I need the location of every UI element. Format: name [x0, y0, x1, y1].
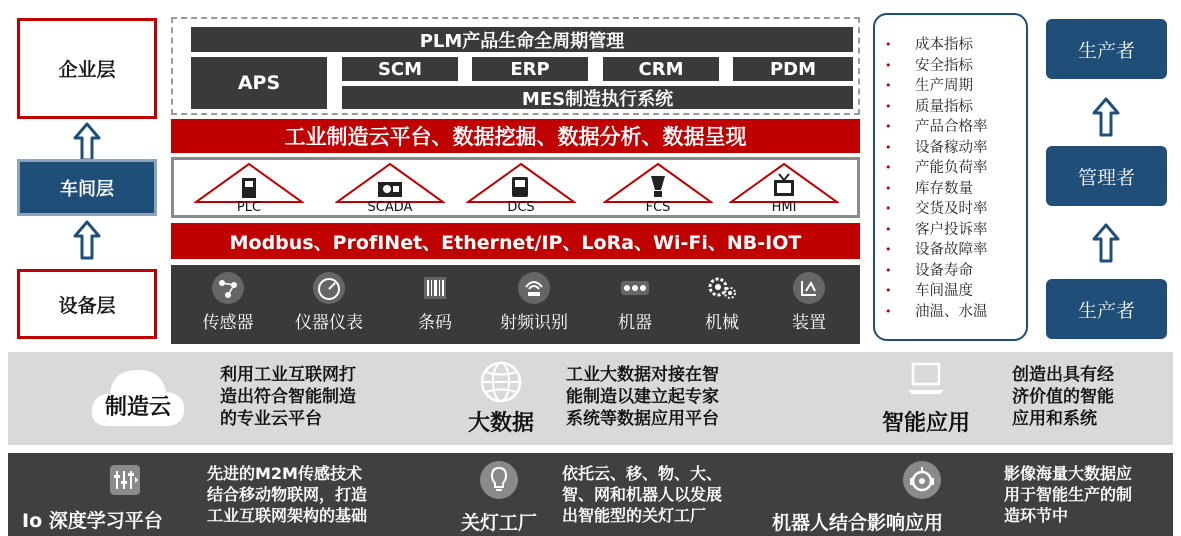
text-line: 用于智能生产的制 — [1004, 485, 1133, 504]
band2-text-lightsout — [562, 463, 782, 526]
device-label: 射频识别 — [500, 313, 568, 333]
equalizer-icon — [108, 463, 142, 497]
band2-title-lightsout: 关灯工厂 — [461, 512, 538, 534]
text-line: 创造出具有经 — [1012, 365, 1114, 385]
bullet-icon: • — [885, 161, 892, 174]
device-label: 传感器 — [202, 313, 254, 333]
indicator-label: 油温、水温 — [915, 303, 988, 320]
controller-label: DCS — [507, 200, 535, 215]
device-item — [687, 271, 757, 333]
indicator-item — [885, 199, 1025, 220]
text-line: 济价值的智能 — [1012, 387, 1114, 407]
mes-bar: MES制造执行系统 — [342, 86, 853, 109]
erp-block: ERP — [472, 57, 588, 81]
device-label: 装置 — [792, 313, 826, 333]
cloud-platform-bar: 工业制造云平台、数据挖掘、数据分析、数据呈现 — [171, 119, 860, 153]
controllers-row — [171, 157, 860, 218]
band1-title-bigdata: 大数据 — [467, 410, 534, 436]
gears-icon — [705, 271, 739, 305]
text-line: 先进的M2M传感技术 — [207, 464, 362, 483]
scm-block: SCM — [342, 57, 458, 81]
device-layer-box: 设备层 — [17, 269, 157, 339]
protocols-bar: Modbus、ProfINet、Ethernet/IP、LoRa、Wi-Fi、NB-IOT — [171, 223, 860, 259]
indicator-item — [885, 281, 1025, 302]
up-arrow-icon — [73, 220, 101, 260]
band1-title-cloud: 制造云 — [104, 394, 171, 420]
indicator-label: 设备稼动率 — [915, 139, 988, 156]
band2-title-dl: Io 深度学习平台 — [22, 510, 163, 532]
indicator-item — [885, 56, 1025, 77]
crm-block: CRM — [603, 57, 719, 81]
indicator-label: 客户投诉率 — [915, 221, 988, 238]
band2-title-robot: 机器人结合影响应用 — [772, 512, 944, 534]
text-line: 造环节中 — [1004, 506, 1069, 525]
device-label: 条码 — [418, 313, 452, 333]
sensor-network-icon — [211, 271, 245, 305]
text-line: 造出符合智能制造 — [220, 387, 356, 407]
indicator-item — [885, 35, 1025, 56]
bullet-icon: • — [885, 181, 892, 195]
up-arrow-icon — [1092, 97, 1120, 137]
role-producer-top: 生产者 — [1046, 19, 1167, 79]
indicator-label: 设备故障率 — [915, 242, 988, 258]
device-item — [600, 271, 670, 333]
band1-title-smartapp: 智能应用 — [881, 410, 970, 436]
text-line: 利用工业互联网打 — [220, 365, 356, 385]
barcode-icon — [418, 271, 452, 305]
role-manager: 管理者 — [1046, 146, 1167, 206]
controller-label: PLC — [236, 200, 262, 215]
controller-item — [335, 162, 445, 218]
device-item — [284, 271, 374, 333]
bullet-icon: • — [885, 304, 892, 318]
indicator-label: 库存数量 — [915, 180, 973, 197]
indicator-label: 车间温度 — [915, 283, 973, 299]
device-label: 仪器仪表 — [295, 313, 363, 333]
globe-icon — [479, 360, 523, 404]
indicator-label: 成本指标 — [915, 37, 973, 53]
up-arrow-icon — [1092, 223, 1120, 263]
applications-band — [8, 453, 1173, 536]
device-label: 机械 — [705, 313, 739, 333]
apparatus-icon — [792, 271, 826, 305]
indicator-label: 质量指标 — [915, 98, 973, 115]
text-line: 结合移动物联网，打造 — [207, 485, 368, 504]
indicator-item — [885, 97, 1025, 118]
text-line: 工业大数据对接在智 — [566, 365, 719, 385]
indicator-label: 产能负荷率 — [915, 160, 988, 176]
indicator-label: 产品合格率 — [915, 119, 988, 135]
device-item — [405, 271, 465, 333]
plm-bar: PLM产品生命全周期管理 — [191, 27, 853, 52]
controller-item — [729, 162, 839, 218]
bullet-icon: • — [885, 120, 892, 133]
text-line: 工业互联网架构的基础 — [207, 506, 368, 525]
devices-row — [171, 265, 860, 344]
rfid-icon — [517, 271, 551, 305]
indicator-label: 交货及时率 — [915, 201, 988, 217]
text-line: 系统等数据应用平台 — [566, 409, 719, 429]
aps-block: APS — [191, 57, 327, 109]
machine-icon — [618, 271, 652, 305]
indicator-list — [885, 35, 1025, 322]
bullet-icon: • — [885, 58, 892, 72]
text-line: 应用和系统 — [1012, 409, 1097, 429]
pdm-block: PDM — [733, 57, 853, 81]
text-line: 影像海量大数据应 — [1004, 464, 1133, 483]
text-line: 智、网和机器人以发展 — [562, 485, 723, 504]
bullet-icon: • — [885, 79, 892, 92]
controller-label: HMI — [771, 200, 797, 215]
indicator-item — [885, 240, 1025, 261]
indicator-label: 设备寿命 — [915, 262, 973, 279]
controller-item — [466, 162, 576, 218]
indicator-item — [885, 179, 1025, 200]
indicator-label: 安全指标 — [915, 57, 973, 74]
device-label: 机器 — [618, 313, 652, 333]
indicator-item — [885, 261, 1025, 282]
text-line: 出智能型的关灯工厂 — [562, 506, 707, 525]
role-producer-bottom: 生产者 — [1046, 279, 1167, 339]
text-line: 的专业云平台 — [220, 409, 322, 429]
bullet-icon: • — [885, 99, 892, 113]
band2-text-robot — [1004, 463, 1169, 526]
robot-icon — [901, 459, 943, 501]
bullet-icon: • — [885, 222, 892, 236]
indicator-item — [885, 158, 1025, 179]
bullet-icon: • — [885, 202, 892, 215]
indicator-item — [885, 220, 1025, 241]
indicator-item — [885, 76, 1025, 97]
bullet-icon: • — [885, 140, 892, 154]
device-item — [489, 271, 579, 333]
band1-text-smartapp — [1012, 364, 1162, 430]
bullet-icon: • — [885, 263, 892, 277]
indicator-item — [885, 302, 1025, 323]
bullet-icon: • — [885, 243, 892, 256]
band1-text-cloud — [220, 364, 420, 430]
controller-label: SCADA — [367, 200, 413, 215]
controller-item — [603, 162, 713, 218]
laptop-icon — [906, 360, 946, 398]
gauge-icon — [312, 271, 346, 305]
bullet-icon: • — [885, 284, 892, 297]
controller-label: FCS — [645, 200, 671, 215]
indicator-item — [885, 138, 1025, 159]
indicator-item — [885, 117, 1025, 138]
lightbulb-icon — [478, 459, 520, 501]
enterprise-layer-box: 企业层 — [17, 18, 157, 119]
text-line: 依托云、移、物、大、 — [562, 464, 723, 483]
indicator-panel — [873, 13, 1028, 341]
bullet-icon: • — [885, 38, 892, 51]
band1-text-bigdata — [566, 364, 786, 430]
up-arrow-icon — [73, 122, 101, 162]
indicator-label: 生产周期 — [915, 78, 973, 94]
device-item — [774, 271, 844, 333]
capabilities-band — [8, 352, 1173, 445]
workshop-layer-box: 车间层 — [17, 159, 157, 216]
controller-item — [194, 162, 304, 218]
device-item — [193, 271, 263, 333]
band2-text-dl — [207, 463, 417, 526]
text-line: 能制造以建立起专家 — [566, 387, 719, 407]
